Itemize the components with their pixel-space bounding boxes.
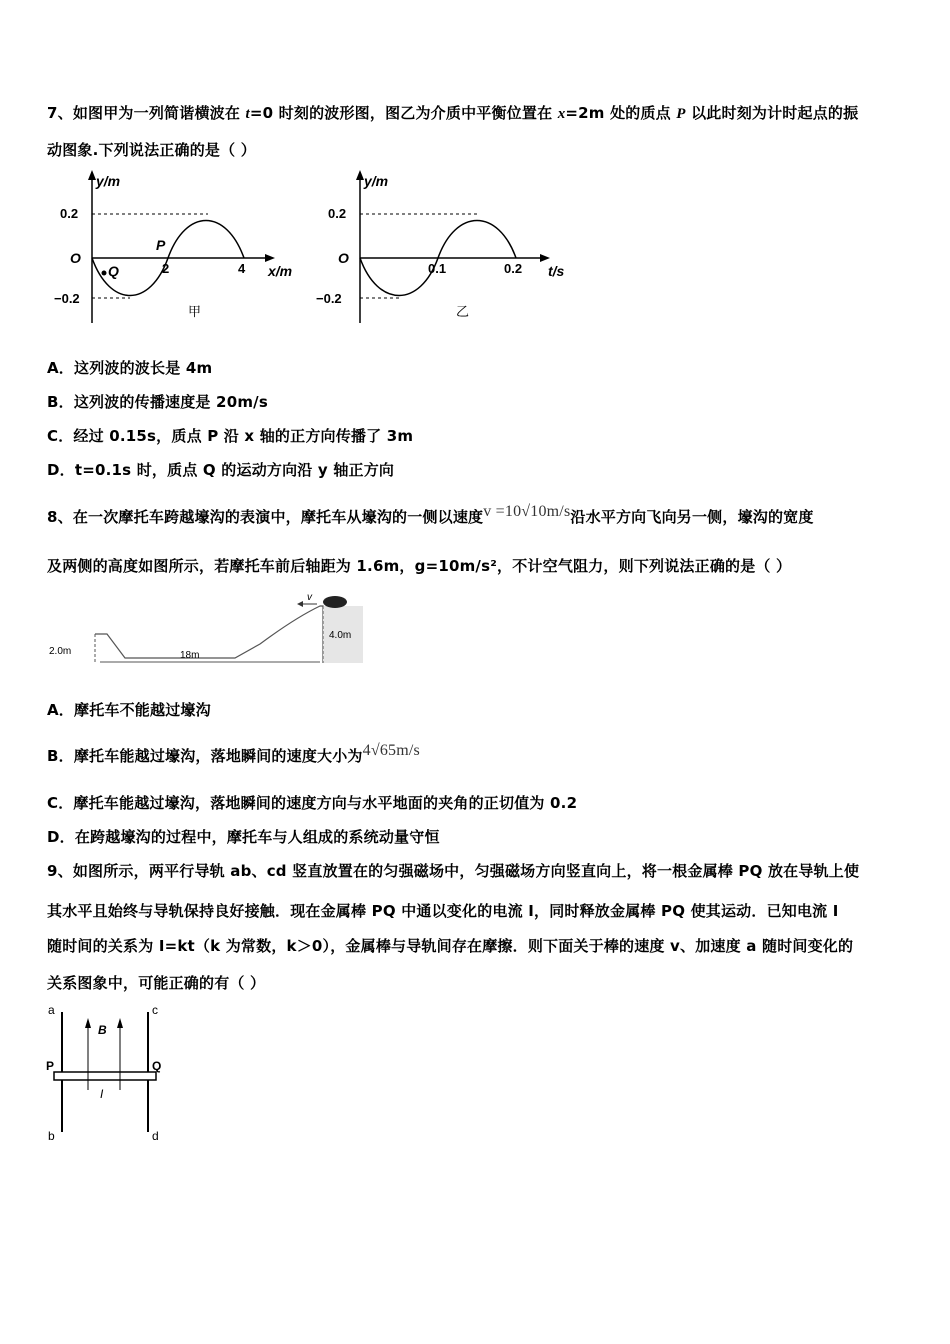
q7-stem-line2: 动图象.下列说法正确的是（ ） <box>47 141 256 159</box>
var-p: P <box>676 106 686 122</box>
q9-stem-line3: 随时间的关系为 I=kt（k 为常数，k＞0），金属棒与导轨间存在摩擦．则下面关于棒的速度 v、加速度 a 随时间变化的 <box>47 937 854 955</box>
q7-option-a[interactable]: A．这列波的波长是 4m <box>47 359 213 377</box>
text: 以此时刻为计时起点的振 <box>685 104 859 122</box>
y-axis-label: y/m <box>364 173 389 189</box>
text: 8、在一次摩托车跨越壕沟的表演中，摩托车从壕沟的一侧以速度 <box>47 508 484 526</box>
tick-top: 0.2 <box>60 206 79 221</box>
q7-stem-line1 <box>47 102 858 123</box>
text: =0 时刻的波形图，图乙为介质中平衡位置在 <box>249 104 558 122</box>
label-b-field: B <box>98 1023 107 1037</box>
tick-2: 2 <box>162 261 170 276</box>
tick-0.2: 0.2 <box>504 261 523 276</box>
text: 7、如图甲为一列简谐横波在 <box>47 104 246 122</box>
width-label: 18m <box>180 650 200 661</box>
var-x: x <box>557 106 566 122</box>
speed-formula: 4√65m/s <box>362 742 420 759</box>
label-p: P <box>46 1059 55 1073</box>
rail-figure <box>40 1000 180 1145</box>
q9-stem-line1: 9、如图所示，两平行导轨 ab、cd 竖直放置在的匀强磁场中，匀强磁场方向竖直向上，将一根金属棒 PQ 放在导轨上使 <box>47 862 860 880</box>
wave-figure-a <box>54 168 310 328</box>
q8-option-c[interactable]: C．摩托车能越过壕沟，落地瞬间的速度方向与水平地面的夹角的正切值为 0.2 <box>47 794 578 812</box>
q8-stem-line2: 及两侧的高度如图所示，若摩托车前后轴距为 1.6m，g=10m/s²，不计空气阻力，则下列说法正确的是（ ） <box>47 557 792 575</box>
x-axis-label: t/s <box>548 263 565 279</box>
label-b: b <box>48 1129 55 1143</box>
origin: O <box>70 250 81 266</box>
x-axis-label: x/m <box>268 263 293 279</box>
label-c: c <box>152 1003 158 1017</box>
tick-4: 4 <box>238 261 246 276</box>
text: =2m 处的质点 <box>565 104 677 122</box>
vibration-figure-b <box>310 168 580 328</box>
caption: 甲 <box>188 304 202 319</box>
q8-stem-line1 <box>47 503 814 527</box>
q8-option-b[interactable] <box>47 742 420 766</box>
right-height-label: 4.0m <box>329 630 352 641</box>
left-height-label: 2.0m <box>49 646 72 657</box>
ditch-figure <box>45 588 375 668</box>
tick-top: 0.2 <box>328 206 347 221</box>
text: 沿水平方向飞向另一侧，壕沟的宽度 <box>570 508 814 526</box>
label-q: Q <box>152 1059 162 1073</box>
q9-stem-line2: 其水平且始终与导轨保持良好接触．现在金属棒 PQ 中通以变化的电流 I，同时释放金属棒 PQ 使其运动．已知电流 I <box>47 902 839 920</box>
velocity-label: v <box>307 592 312 603</box>
origin: O <box>338 250 349 266</box>
q9-stem-line4: 关系图象中，可能正确的有（ ） <box>47 974 266 992</box>
q7-option-c[interactable]: C．经过 0.15s，质点 P 沿 x 轴的正方向传播了 3m <box>47 427 414 445</box>
caption: 乙 <box>456 304 470 319</box>
tick-bottom: −0.2 <box>316 291 342 306</box>
text: B．摩托车能越过壕沟，落地瞬间的速度大小为 <box>47 747 363 765</box>
q7-option-d[interactable]: D．t=0.1s 时，质点 Q 的运动方向沿 y 轴正方向 <box>47 461 395 479</box>
q7-option-b[interactable]: B．这列波的传播速度是 20m/s <box>47 393 268 411</box>
q8-option-d[interactable]: D．在跨越壕沟的过程中，摩托车与人组成的系统动量守恒 <box>47 828 440 846</box>
tick-0.1: 0.1 <box>428 261 447 276</box>
label-a: a <box>48 1003 55 1017</box>
q8-option-a[interactable]: A．摩托车不能越过壕沟 <box>47 701 211 719</box>
point-p: P <box>156 237 166 253</box>
point-q: Q <box>108 263 119 279</box>
var-t: t <box>245 106 250 122</box>
y-axis-label: y/m <box>96 173 121 189</box>
label-d: d <box>152 1129 159 1143</box>
tick-bottom: −0.2 <box>54 291 80 306</box>
velocity-formula: v =10√10m/s <box>483 503 571 520</box>
label-current: I <box>100 1087 104 1101</box>
